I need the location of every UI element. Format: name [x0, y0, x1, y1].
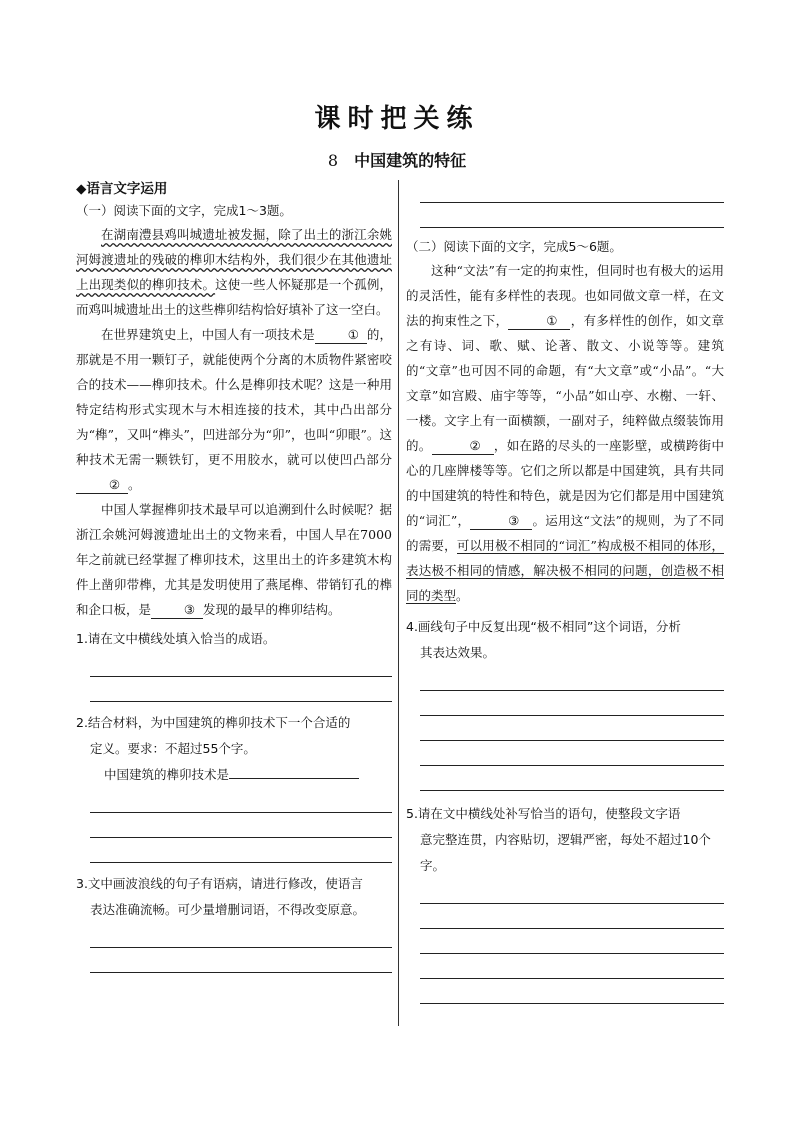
answer-line[interactable]: [420, 954, 724, 979]
paragraph2-text-a: 在世界建筑史上，中国人有一项技术是: [101, 327, 315, 342]
paragraph1-rest: 这使一些人怀疑那是一个孤例，而鸡叫城遗址出土的这些榫卯结构恰好填补了这一空白。: [76, 277, 392, 317]
blank-3[interactable]: ③: [151, 601, 203, 619]
passage1-paragraph1: [76, 222, 392, 322]
answer-line[interactable]: [420, 766, 724, 791]
answer-line[interactable]: [90, 838, 392, 863]
paragraph3-text-b: 发现的最早的榫卯结构。: [203, 602, 341, 617]
underlined-sentence: 可以用极不相同的“词汇”构成极不相同的体形，表达极不相同的情感，解决极不相同的问题，创造极不相同的类型: [406, 538, 724, 603]
definition-fill-line[interactable]: [229, 764, 359, 779]
lesson-number: 8: [327, 151, 339, 170]
blank-r3[interactable]: ③: [470, 512, 532, 530]
blank-1[interactable]: ①: [315, 326, 367, 344]
passage2-text-2: ，有多样性的创作，如文章之有诗、词、歌、赋、论著、散文、小说等等。建筑的“文章”也可因不同的命题，有“大文章”或“小品”。“大文章”如宫殿、庙宇等等，“小品”如山亭、水榭、一轩、一楼。文字上有一面横额，一副对子，纯粹做点缀装饰用的。: [406, 313, 724, 453]
question-4-line-2: 其表达效果。: [420, 645, 496, 660]
left-column: [76, 178, 392, 973]
question-4: [406, 614, 724, 666]
answer-line[interactable]: [420, 979, 724, 1004]
paragraph3-text-a: 中国人掌握榫卯技术最早可以追溯到什么时候呢？据浙江余姚河姆渡遗址出土的文物来看，中国人早在7000年之前就已经掌握了榫卯技术，这里出土的许多建筑木构件上凿卯带榫，尤其是发明使用了燕尾榫、带销钉孔的榫和企口板，是: [76, 502, 392, 617]
passage2-paragraph: [406, 258, 724, 608]
answer-line[interactable]: [90, 788, 392, 813]
passage2-text-4: 。运用这“文法”的规则，为了不同的需要，: [406, 513, 724, 553]
paragraph2-text-c: 。: [128, 477, 141, 492]
answer-line[interactable]: [420, 741, 724, 766]
answer-line[interactable]: [420, 904, 724, 929]
definition-lead-text: 中国建筑的榫卯技术是: [104, 767, 230, 782]
question-3: [76, 871, 392, 923]
answer-line[interactable]: [420, 716, 724, 741]
answer-line[interactable]: [420, 666, 724, 691]
column-divider: [398, 180, 399, 1026]
lesson-subtitle: [0, 148, 794, 171]
right-column: [406, 178, 724, 1004]
blank-r1[interactable]: ①: [508, 312, 570, 330]
passage1-paragraph3: [76, 497, 392, 622]
question-5-line-1: 5.请在文中横线处补写恰当的语句，使整段文字语: [406, 806, 681, 821]
part1-heading: （一）阅读下面的文字，完成1～3题。: [76, 203, 292, 218]
blank-2[interactable]: ②: [76, 476, 128, 494]
answer-line[interactable]: [90, 923, 392, 948]
passage1-paragraph2: [76, 322, 392, 497]
question-2: [76, 710, 392, 762]
answer-line[interactable]: [90, 652, 392, 677]
answer-line[interactable]: [420, 879, 724, 904]
passage2-text-3: ，如在路的尽头的一座影壁，或横跨街中心的几座牌楼等等。它们之所以都是中国建筑，具有共同的中国建筑的特性和特色，就是因为它们都是用中国建筑的“词汇”，: [406, 438, 724, 528]
answer-line[interactable]: [420, 691, 724, 716]
question-2-line-2: 定义。要求：不超过55个字。: [90, 741, 256, 756]
paragraph2-text-b: 的，那就是不用一颗钉子，就能使两个分离的木质物件紧密咬合的技术——榫卯技术。什么是榫卯技术呢？这是一种用特定结构形式实现木与木相连接的技术，其中凸出部分为“榫”，又叫“榫头”，凹进部分为“卯”，也叫“卯眼”。这种技术无需一颗铁钉，更不用胶水，就可以使凹凸部分: [76, 327, 392, 467]
answer-line[interactable]: [420, 203, 724, 228]
question-5: [406, 801, 724, 879]
answer-line[interactable]: [90, 948, 392, 973]
question-3-line-2: 表达准确流畅。可少量增删词语，不得改变原意。: [90, 902, 366, 917]
question-2-line-1: 2.结合材料，为中国建筑的榫卯技术下一个合适的: [76, 715, 351, 730]
answer-line[interactable]: [420, 929, 724, 954]
answer-line[interactable]: [420, 178, 724, 203]
question-3-line-1: 3.文中画波浪线的句子有语病，请进行修改，使语言: [76, 876, 363, 891]
question-4-line-1: 4.画线句子中反复出现“极不相同”这个词语，分析: [406, 619, 681, 634]
passage2-text-1: 这种“文法”有一定的拘束性，但同时也有极大的运用的灵活性，能有多样性的表现。也如同做文章一样，在文法的拘束性之下，: [406, 263, 724, 328]
lesson-title: 中国建筑的特征: [354, 151, 467, 170]
question-5-line-2: 意完整连贯，内容贴切，逻辑严密，每处不超过10个: [420, 832, 711, 847]
section-heading: ◆语言文字运用: [76, 181, 168, 197]
part2-heading: （二）阅读下面的文字，完成5～6题。: [406, 239, 622, 254]
answer-line[interactable]: [90, 677, 392, 702]
answer-line[interactable]: [90, 813, 392, 838]
blank-r2[interactable]: ②: [432, 437, 494, 455]
question-1: 1.请在文中横线处填入恰当的成语。: [76, 631, 276, 646]
definition-lead: [76, 762, 392, 788]
page-title: 课时把关练: [314, 104, 480, 134]
question-5-line-3: 字。: [420, 858, 446, 873]
wavy-sentence: 在湖南澧县鸡叫城遗址被发掘，除了出土的浙江余姚河姆渡遗址的残破的榫卯木结构外，我们很少在其他遗址上出现类似的榫卯技术。: [76, 227, 392, 292]
passage2-text-5: 。: [456, 588, 469, 603]
